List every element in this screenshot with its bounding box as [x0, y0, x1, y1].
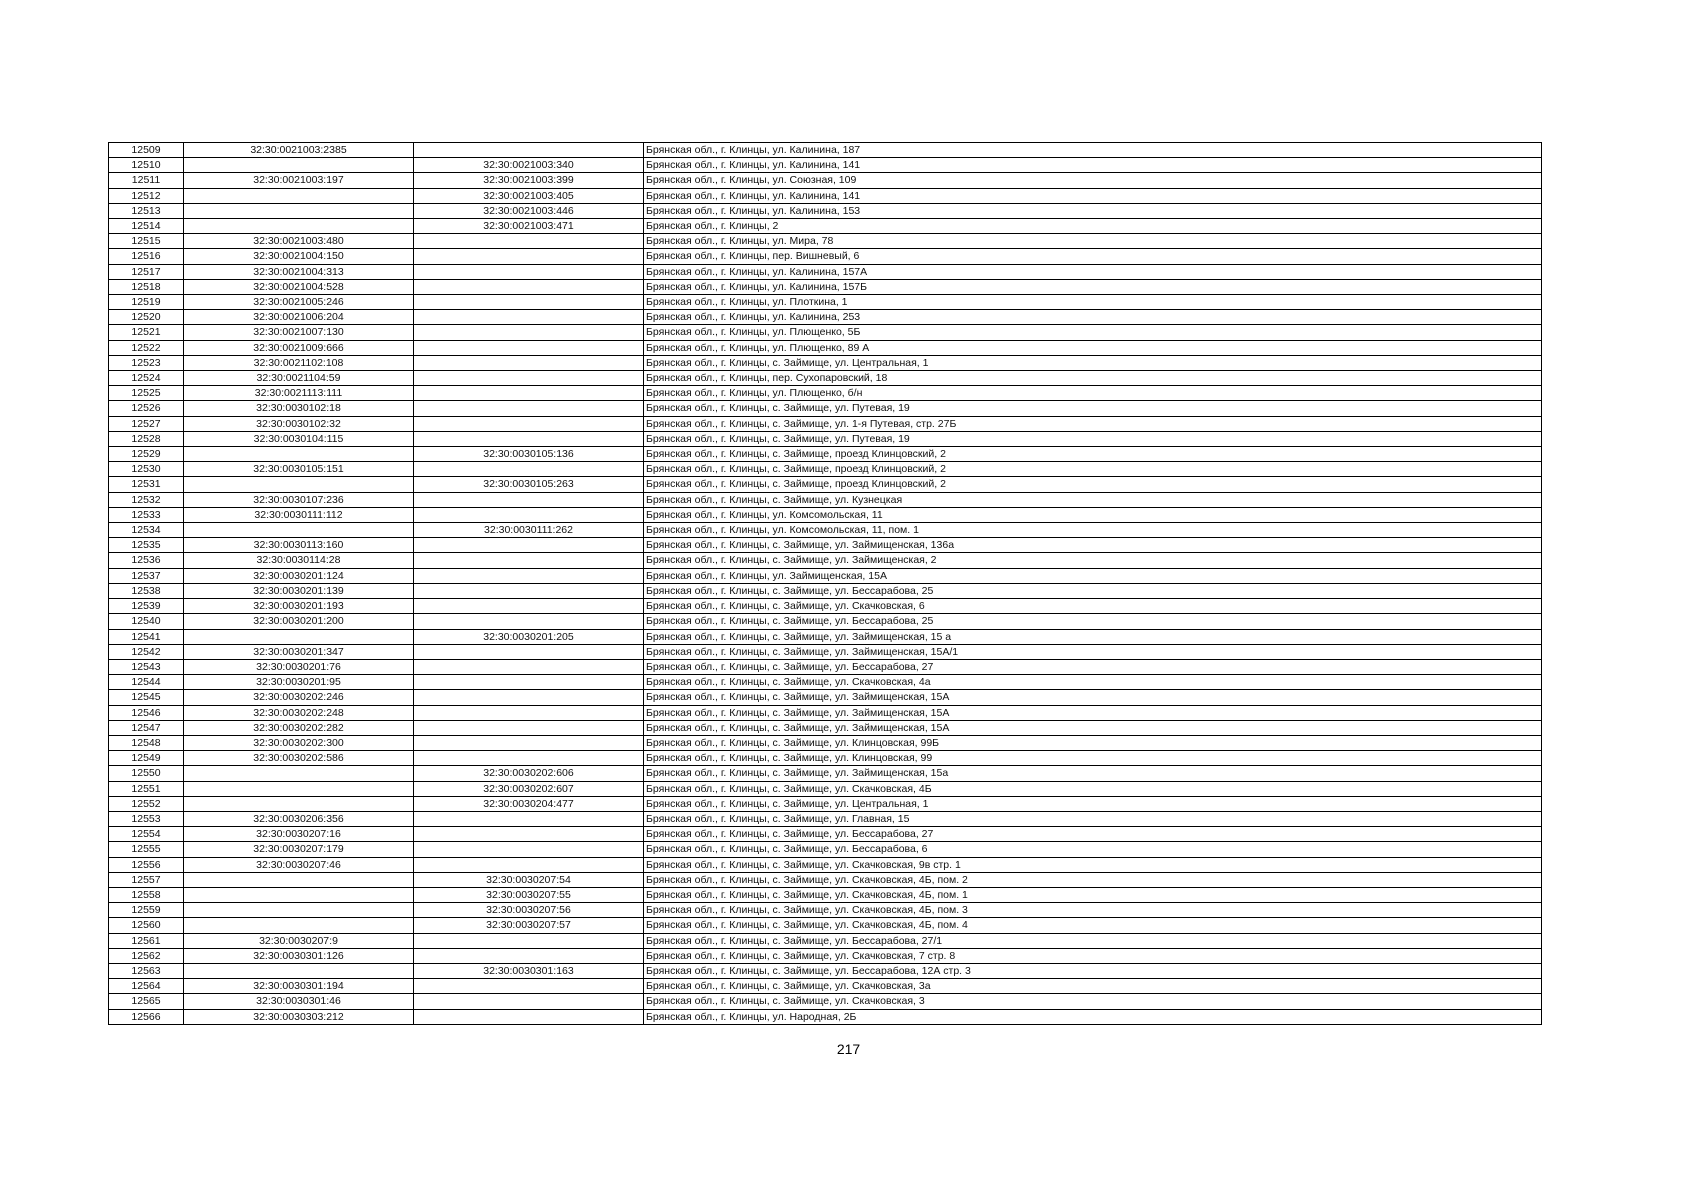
- related-cadastral-number-cell: [414, 371, 644, 386]
- related-cadastral-number-cell: [414, 325, 644, 340]
- related-cadastral-number-cell: [414, 811, 644, 826]
- cadastral-number-cell: [184, 188, 414, 203]
- related-cadastral-number-cell: [414, 614, 644, 629]
- cadastral-number-cell: [184, 903, 414, 918]
- row-number-cell: 12538: [109, 583, 184, 598]
- cadastral-number-cell: 32:30:0021009:666: [184, 340, 414, 355]
- cadastral-number-cell: [184, 796, 414, 811]
- address-cell: Брянская обл., г. Клинцы, с. Займище, ул. Бессарабова, 25: [644, 583, 1542, 598]
- row-number-cell: 12536: [109, 553, 184, 568]
- row-number-cell: 12548: [109, 735, 184, 750]
- row-number-cell: 12558: [109, 887, 184, 902]
- row-number-cell: 12519: [109, 295, 184, 310]
- cadastral-number-cell: 32:30:0021004:150: [184, 249, 414, 264]
- table-row: [109, 659, 1542, 674]
- row-number-cell: 12513: [109, 203, 184, 218]
- related-cadastral-number-cell: [414, 568, 644, 583]
- related-cadastral-number-cell: 32:30:0030207:56: [414, 903, 644, 918]
- related-cadastral-number-cell: [414, 659, 644, 674]
- cadastral-number-cell: [184, 781, 414, 796]
- cadastral-number-cell: 32:30:0030207:9: [184, 933, 414, 948]
- row-number-cell: 12543: [109, 659, 184, 674]
- table-row: [109, 234, 1542, 249]
- related-cadastral-number-cell: [414, 842, 644, 857]
- table-row: [109, 781, 1542, 796]
- related-cadastral-number-cell: [414, 355, 644, 370]
- cadastral-number-cell: 32:30:0021003:480: [184, 234, 414, 249]
- row-number-cell: 12526: [109, 401, 184, 416]
- table-row: [109, 583, 1542, 598]
- table-row: [109, 872, 1542, 887]
- table-row: [109, 538, 1542, 553]
- address-cell: Брянская обл., г. Клинцы, с. Займище, ул. Скачковская, 4Б, пом. 2: [644, 872, 1542, 887]
- row-number-cell: 12525: [109, 386, 184, 401]
- table-row: [109, 188, 1542, 203]
- table-row: [109, 279, 1542, 294]
- related-cadastral-number-cell: [414, 401, 644, 416]
- address-cell: Брянская обл., г. Клинцы, ул. Калинина, 187: [644, 143, 1542, 158]
- cadastral-number-cell: 32:30:0030303:212: [184, 1009, 414, 1024]
- address-cell: Брянская обл., г. Клинцы, с. Займище, ул. Скачковская, 4а: [644, 675, 1542, 690]
- address-cell: Брянская обл., г. Клинцы, ул. Плоткина, 1: [644, 295, 1542, 310]
- cadastral-number-cell: 32:30:0030114:28: [184, 553, 414, 568]
- cadastral-number-cell: [184, 523, 414, 538]
- table-row: [109, 523, 1542, 538]
- cadastral-number-cell: 32:30:0030201:193: [184, 599, 414, 614]
- row-number-cell: 12566: [109, 1009, 184, 1024]
- row-number-cell: 12544: [109, 675, 184, 690]
- cadastral-number-cell: 32:30:0021003:197: [184, 173, 414, 188]
- address-cell: Брянская обл., г. Клинцы, с. Займище, ул. Займищенская, 15 а: [644, 629, 1542, 644]
- row-number-cell: 12535: [109, 538, 184, 553]
- row-number-cell: 12514: [109, 219, 184, 234]
- address-cell: Брянская обл., г. Клинцы, с. Займище, ул. Скачковская, 9в стр. 1: [644, 857, 1542, 872]
- related-cadastral-number-cell: [414, 462, 644, 477]
- related-cadastral-number-cell: [414, 386, 644, 401]
- cadastral-number-cell: [184, 158, 414, 173]
- related-cadastral-number-cell: [414, 234, 644, 249]
- table-row: [109, 295, 1542, 310]
- cadastral-number-cell: 32:30:0021006:204: [184, 310, 414, 325]
- row-number-cell: 12565: [109, 994, 184, 1009]
- table-row: [109, 507, 1542, 522]
- related-cadastral-number-cell: [414, 492, 644, 507]
- table-row: [109, 629, 1542, 644]
- related-cadastral-number-cell: 32:30:0030105:136: [414, 447, 644, 462]
- row-number-cell: 12522: [109, 340, 184, 355]
- table-row: [109, 979, 1542, 994]
- table-row: [109, 811, 1542, 826]
- row-number-cell: 12553: [109, 811, 184, 826]
- table-row: [109, 401, 1542, 416]
- cadastral-number-cell: 32:30:0030301:126: [184, 948, 414, 963]
- related-cadastral-number-cell: [414, 143, 644, 158]
- row-number-cell: 12533: [109, 507, 184, 522]
- cadastral-number-cell: 32:30:0030107:236: [184, 492, 414, 507]
- related-cadastral-number-cell: 32:30:0021003:471: [414, 219, 644, 234]
- address-cell: Брянская обл., г. Клинцы, ул. Союзная, 109: [644, 173, 1542, 188]
- row-number-cell: 12512: [109, 188, 184, 203]
- address-cell: Брянская обл., г. Клинцы, 2: [644, 219, 1542, 234]
- related-cadastral-number-cell: 32:30:0030202:607: [414, 781, 644, 796]
- address-cell: Брянская обл., г. Клинцы, с. Займище, ул. Бессарабова, 12А стр. 3: [644, 963, 1542, 978]
- cadastral-number-cell: [184, 766, 414, 781]
- address-cell: Брянская обл., г. Клинцы, ул. Комсомольская, 11: [644, 507, 1542, 522]
- cadastral-number-cell: 32:30:0030201:200: [184, 614, 414, 629]
- related-cadastral-number-cell: [414, 857, 644, 872]
- cadastral-number-cell: 32:30:0030104:115: [184, 431, 414, 446]
- cadastral-number-cell: 32:30:0030102:18: [184, 401, 414, 416]
- address-cell: Брянская обл., г. Клинцы, ул. Калинина, 253: [644, 310, 1542, 325]
- address-cell: Брянская обл., г. Клинцы, с. Займище, ул. Путевая, 19: [644, 401, 1542, 416]
- row-number-cell: 12520: [109, 310, 184, 325]
- table-row: [109, 264, 1542, 279]
- related-cadastral-number-cell: [414, 279, 644, 294]
- row-number-cell: 12509: [109, 143, 184, 158]
- cadastral-number-cell: 32:30:0030113:160: [184, 538, 414, 553]
- address-cell: Брянская обл., г. Клинцы, с. Займище, ул. Скачковская, 6: [644, 599, 1542, 614]
- related-cadastral-number-cell: [414, 644, 644, 659]
- table-row: [109, 735, 1542, 750]
- row-number-cell: 12557: [109, 872, 184, 887]
- row-number-cell: 12549: [109, 751, 184, 766]
- related-cadastral-number-cell: 32:30:0030202:606: [414, 766, 644, 781]
- row-number-cell: 12545: [109, 690, 184, 705]
- row-number-cell: 12531: [109, 477, 184, 492]
- related-cadastral-number-cell: [414, 675, 644, 690]
- table-row: [109, 933, 1542, 948]
- address-cell: Брянская обл., г. Клинцы, с. Займище, ул. Центральная, 1: [644, 796, 1542, 811]
- related-cadastral-number-cell: 32:30:0021003:399: [414, 173, 644, 188]
- table-row: [109, 325, 1542, 340]
- address-cell: Брянская обл., г. Клинцы, с. Займище, проезд Клинцовский, 2: [644, 447, 1542, 462]
- related-cadastral-number-cell: [414, 994, 644, 1009]
- address-cell: Брянская обл., г. Клинцы, с. Займище, ул. Бессарабова, 27: [644, 659, 1542, 674]
- cadastral-number-cell: 32:30:0021102:108: [184, 355, 414, 370]
- table-row: [109, 553, 1542, 568]
- related-cadastral-number-cell: [414, 310, 644, 325]
- address-cell: Брянская обл., г. Клинцы, с. Займище, ул. Главная, 15: [644, 811, 1542, 826]
- cadastral-number-cell: 32:30:0030202:246: [184, 690, 414, 705]
- cadastral-number-cell: 32:30:0030202:282: [184, 720, 414, 735]
- row-number-cell: 12552: [109, 796, 184, 811]
- related-cadastral-number-cell: 32:30:0030207:55: [414, 887, 644, 902]
- row-number-cell: 12523: [109, 355, 184, 370]
- address-cell: Брянская обл., г. Клинцы, ул. Плющенко, 5Б: [644, 325, 1542, 340]
- cadastral-number-cell: 32:30:0030202:248: [184, 705, 414, 720]
- address-cell: Брянская обл., г. Клинцы, с. Займище, ул. Бессарабова, 27: [644, 827, 1542, 842]
- address-cell: Брянская обл., г. Клинцы, с. Займище, ул. Клинцовская, 99: [644, 751, 1542, 766]
- address-cell: Брянская обл., г. Клинцы, ул. Мира, 78: [644, 234, 1542, 249]
- table-row: [109, 918, 1542, 933]
- table-row: [109, 599, 1542, 614]
- address-cell: Брянская обл., г. Клинцы, с. Займище, ул. Кузнецкая: [644, 492, 1542, 507]
- table-row: [109, 249, 1542, 264]
- cadastral-number-cell: 32:30:0021004:313: [184, 264, 414, 279]
- row-number-cell: 12521: [109, 325, 184, 340]
- table-row: [109, 310, 1542, 325]
- address-cell: Брянская обл., г. Клинцы, с. Займище, ул. Займищенская, 15А/1: [644, 644, 1542, 659]
- cadastral-number-cell: 32:30:0030207:179: [184, 842, 414, 857]
- address-cell: Брянская обл., г. Клинцы, с. Займище, ул. Займищенская, 15а: [644, 766, 1542, 781]
- related-cadastral-number-cell: 32:30:0030207:54: [414, 872, 644, 887]
- cadastral-number-cell: [184, 918, 414, 933]
- table-row: [109, 431, 1542, 446]
- row-number-cell: 12515: [109, 234, 184, 249]
- row-number-cell: 12518: [109, 279, 184, 294]
- row-number-cell: 12510: [109, 158, 184, 173]
- table-row: [109, 568, 1542, 583]
- address-cell: Брянская обл., г. Клинцы, с. Займище, ул. Бессарабова, 27/1: [644, 933, 1542, 948]
- cadastral-number-cell: [184, 447, 414, 462]
- table-row: [109, 203, 1542, 218]
- row-number-cell: 12541: [109, 629, 184, 644]
- table-row: [109, 887, 1542, 902]
- cadastral-number-cell: 32:30:0021003:2385: [184, 143, 414, 158]
- address-cell: Брянская обл., г. Клинцы, с. Займище, проезд Клинцовский, 2: [644, 462, 1542, 477]
- row-number-cell: 12551: [109, 781, 184, 796]
- cadastral-number-cell: 32:30:0030105:151: [184, 462, 414, 477]
- row-number-cell: 12563: [109, 963, 184, 978]
- table-row: [109, 340, 1542, 355]
- address-cell: Брянская обл., г. Клинцы, с. Займище, ул. Займищенская, 15А: [644, 720, 1542, 735]
- table-row: [109, 751, 1542, 766]
- row-number-cell: 12546: [109, 705, 184, 720]
- address-cell: Брянская обл., г. Клинцы, ул. Народная, 2Б: [644, 1009, 1542, 1024]
- related-cadastral-number-cell: [414, 705, 644, 720]
- cadastral-number-cell: [184, 963, 414, 978]
- related-cadastral-number-cell: 32:30:0021003:405: [414, 188, 644, 203]
- address-cell: Брянская обл., г. Клинцы, с. Займище, ул. Займищенская, 136а: [644, 538, 1542, 553]
- row-number-cell: 12528: [109, 431, 184, 446]
- table-row: [109, 158, 1542, 173]
- address-cell: Брянская обл., г. Клинцы, с. Займище, ул. Скачковская, 4Б: [644, 781, 1542, 796]
- address-cell: Брянская обл., г. Клинцы, ул. Плющенко, 89 А: [644, 340, 1542, 355]
- cadastral-number-cell: [184, 629, 414, 644]
- related-cadastral-number-cell: 32:30:0030105:263: [414, 477, 644, 492]
- cadastral-number-cell: 32:30:0030201:76: [184, 659, 414, 674]
- related-cadastral-number-cell: [414, 507, 644, 522]
- related-cadastral-number-cell: 32:30:0030111:262: [414, 523, 644, 538]
- row-number-cell: 12547: [109, 720, 184, 735]
- address-cell: Брянская обл., г. Клинцы, с. Займище, ул. Центральная, 1: [644, 355, 1542, 370]
- cadastral-number-cell: 32:30:0021104:59: [184, 371, 414, 386]
- row-number-cell: 12534: [109, 523, 184, 538]
- address-cell: Брянская обл., г. Клинцы, с. Займище, проезд Клинцовский, 2: [644, 477, 1542, 492]
- address-cell: Брянская обл., г. Клинцы, с. Займище, ул. Скачковская, 4Б, пом. 3: [644, 903, 1542, 918]
- address-cell: Брянская обл., г. Клинцы, с. Займище, ул. Скачковская, 3а: [644, 979, 1542, 994]
- address-cell: Брянская обл., г. Клинцы, с. Займище, ул. Путевая, 19: [644, 431, 1542, 446]
- cadastral-number-cell: 32:30:0030201:95: [184, 675, 414, 690]
- row-number-cell: 12559: [109, 903, 184, 918]
- cadastral-number-cell: 32:30:0030201:139: [184, 583, 414, 598]
- address-cell: Брянская обл., г. Клинцы, с. Займище, ул. Бессарабова, 6: [644, 842, 1542, 857]
- table-row: [109, 994, 1542, 1009]
- related-cadastral-number-cell: [414, 751, 644, 766]
- table-row: [109, 675, 1542, 690]
- row-number-cell: 12537: [109, 568, 184, 583]
- address-cell: Брянская обл., г. Клинцы, ул. Калинина, 157А: [644, 264, 1542, 279]
- table-row: [109, 903, 1542, 918]
- address-cell: Брянская обл., г. Клинцы, ул. Калинина, 141: [644, 188, 1542, 203]
- address-cell: Брянская обл., г. Клинцы, с. Займище, ул. Клинцовская, 99Б: [644, 735, 1542, 750]
- table-row: [109, 416, 1542, 431]
- cadastral-number-cell: 32:30:0030201:347: [184, 644, 414, 659]
- table-row: [109, 386, 1542, 401]
- row-number-cell: 12516: [109, 249, 184, 264]
- table-row: [109, 720, 1542, 735]
- related-cadastral-number-cell: 32:30:0030207:57: [414, 918, 644, 933]
- row-number-cell: 12529: [109, 447, 184, 462]
- related-cadastral-number-cell: [414, 583, 644, 598]
- registry-table-body: [109, 143, 1542, 1025]
- related-cadastral-number-cell: [414, 827, 644, 842]
- table-row: [109, 842, 1542, 857]
- table-row: [109, 690, 1542, 705]
- related-cadastral-number-cell: 32:30:0030204:477: [414, 796, 644, 811]
- related-cadastral-number-cell: [414, 431, 644, 446]
- cadastral-number-cell: 32:30:0021005:246: [184, 295, 414, 310]
- table-row: [109, 355, 1542, 370]
- cadastral-number-cell: 32:30:0030201:124: [184, 568, 414, 583]
- related-cadastral-number-cell: [414, 979, 644, 994]
- table-row: [109, 948, 1542, 963]
- related-cadastral-number-cell: 32:30:0030201:205: [414, 629, 644, 644]
- row-number-cell: 12561: [109, 933, 184, 948]
- row-number-cell: 12542: [109, 644, 184, 659]
- related-cadastral-number-cell: 32:30:0030301:163: [414, 963, 644, 978]
- table-row: [109, 857, 1542, 872]
- table-row: [109, 614, 1542, 629]
- cadastral-number-cell: 32:30:0021004:528: [184, 279, 414, 294]
- table-row: [109, 477, 1542, 492]
- cadastral-number-cell: [184, 872, 414, 887]
- row-number-cell: 12530: [109, 462, 184, 477]
- table-row: [109, 447, 1542, 462]
- related-cadastral-number-cell: [414, 690, 644, 705]
- table-row: [109, 827, 1542, 842]
- related-cadastral-number-cell: 32:30:0021003:340: [414, 158, 644, 173]
- table-row: [109, 371, 1542, 386]
- cadastral-number-cell: 32:30:0030301:194: [184, 979, 414, 994]
- address-cell: Брянская обл., г. Клинцы, пер. Сухопаровский, 18: [644, 371, 1542, 386]
- address-cell: Брянская обл., г. Клинцы, с. Займище, ул. Займищенская, 15А: [644, 705, 1542, 720]
- cadastral-number-cell: [184, 477, 414, 492]
- address-cell: Брянская обл., г. Клинцы, с. Займище, ул. 1-я Путевая, стр. 27Б: [644, 416, 1542, 431]
- page-number: 217: [836, 1041, 861, 1057]
- address-cell: Брянская обл., г. Клинцы, пер. Вишневый, 6: [644, 249, 1542, 264]
- row-number-cell: 12554: [109, 827, 184, 842]
- address-cell: Брянская обл., г. Клинцы, с. Займище, ул. Бессарабова, 25: [644, 614, 1542, 629]
- cadastral-number-cell: 32:30:0030207:46: [184, 857, 414, 872]
- table-row: [109, 705, 1542, 720]
- row-number-cell: 12517: [109, 264, 184, 279]
- related-cadastral-number-cell: [414, 599, 644, 614]
- address-cell: Брянская обл., г. Клинцы, ул. Калинина, 153: [644, 203, 1542, 218]
- cadastral-number-cell: 32:30:0021113:111: [184, 386, 414, 401]
- related-cadastral-number-cell: [414, 1009, 644, 1024]
- cadastral-number-cell: 32:30:0030207:16: [184, 827, 414, 842]
- row-number-cell: 12550: [109, 766, 184, 781]
- row-number-cell: 12524: [109, 371, 184, 386]
- row-number-cell: 12527: [109, 416, 184, 431]
- table-row: [109, 173, 1542, 188]
- cadastral-number-cell: 32:30:0030102:32: [184, 416, 414, 431]
- cadastral-number-cell: 32:30:0021007:130: [184, 325, 414, 340]
- address-cell: Брянская обл., г. Клинцы, ул. Калинина, 157Б: [644, 279, 1542, 294]
- cadastral-number-cell: 32:30:0030111:112: [184, 507, 414, 522]
- row-number-cell: 12564: [109, 979, 184, 994]
- address-cell: Брянская обл., г. Клинцы, с. Займище, ул. Скачковская, 3: [644, 994, 1542, 1009]
- related-cadastral-number-cell: [414, 264, 644, 279]
- related-cadastral-number-cell: [414, 249, 644, 264]
- cadastral-number-cell: 32:30:0030202:586: [184, 751, 414, 766]
- cadastral-number-cell: [184, 219, 414, 234]
- cadastral-number-cell: 32:30:0030301:46: [184, 994, 414, 1009]
- row-number-cell: 12555: [109, 842, 184, 857]
- address-cell: Брянская обл., г. Клинцы, ул. Займищенская, 15А: [644, 568, 1542, 583]
- table-row: [109, 462, 1542, 477]
- row-number-cell: 12539: [109, 599, 184, 614]
- cadastral-number-cell: [184, 887, 414, 902]
- address-cell: Брянская обл., г. Клинцы, ул. Калинина, 141: [644, 158, 1542, 173]
- address-cell: Брянская обл., г. Клинцы, с. Займище, ул. Займищенская, 2: [644, 553, 1542, 568]
- table-row: [109, 143, 1542, 158]
- table-row: [109, 644, 1542, 659]
- related-cadastral-number-cell: [414, 948, 644, 963]
- table-row: [109, 766, 1542, 781]
- related-cadastral-number-cell: [414, 295, 644, 310]
- row-number-cell: 12532: [109, 492, 184, 507]
- address-cell: Брянская обл., г. Клинцы, с. Займище, ул. Скачковская, 4Б, пом. 4: [644, 918, 1542, 933]
- related-cadastral-number-cell: [414, 340, 644, 355]
- row-number-cell: 12540: [109, 614, 184, 629]
- address-cell: Брянская обл., г. Клинцы, с. Займище, ул. Скачковская, 4Б, пом. 1: [644, 887, 1542, 902]
- table-row: [109, 219, 1542, 234]
- cadastral-number-cell: 32:30:0030202:300: [184, 735, 414, 750]
- table-row: [109, 796, 1542, 811]
- cadastral-number-cell: 32:30:0030206:356: [184, 811, 414, 826]
- row-number-cell: 12511: [109, 173, 184, 188]
- related-cadastral-number-cell: [414, 735, 644, 750]
- related-cadastral-number-cell: [414, 416, 644, 431]
- table-row: [109, 963, 1542, 978]
- related-cadastral-number-cell: [414, 720, 644, 735]
- row-number-cell: 12562: [109, 948, 184, 963]
- cadastral-number-cell: [184, 203, 414, 218]
- address-cell: Брянская обл., г. Клинцы, с. Займище, ул. Займищенская, 15А: [644, 690, 1542, 705]
- address-cell: Брянская обл., г. Клинцы, с. Займище, ул. Скачковская, 7 стр. 8: [644, 948, 1542, 963]
- registry-table: [108, 142, 1542, 1025]
- related-cadastral-number-cell: 32:30:0021003:446: [414, 203, 644, 218]
- row-number-cell: 12556: [109, 857, 184, 872]
- table-row: [109, 492, 1542, 507]
- related-cadastral-number-cell: [414, 538, 644, 553]
- related-cadastral-number-cell: [414, 933, 644, 948]
- address-cell: Брянская обл., г. Клинцы, ул. Плющенко, б/н: [644, 386, 1542, 401]
- row-number-cell: 12560: [109, 918, 184, 933]
- related-cadastral-number-cell: [414, 553, 644, 568]
- address-cell: Брянская обл., г. Клинцы, ул. Комсомольская, 11, пом. 1: [644, 523, 1542, 538]
- table-row: [109, 1009, 1542, 1024]
